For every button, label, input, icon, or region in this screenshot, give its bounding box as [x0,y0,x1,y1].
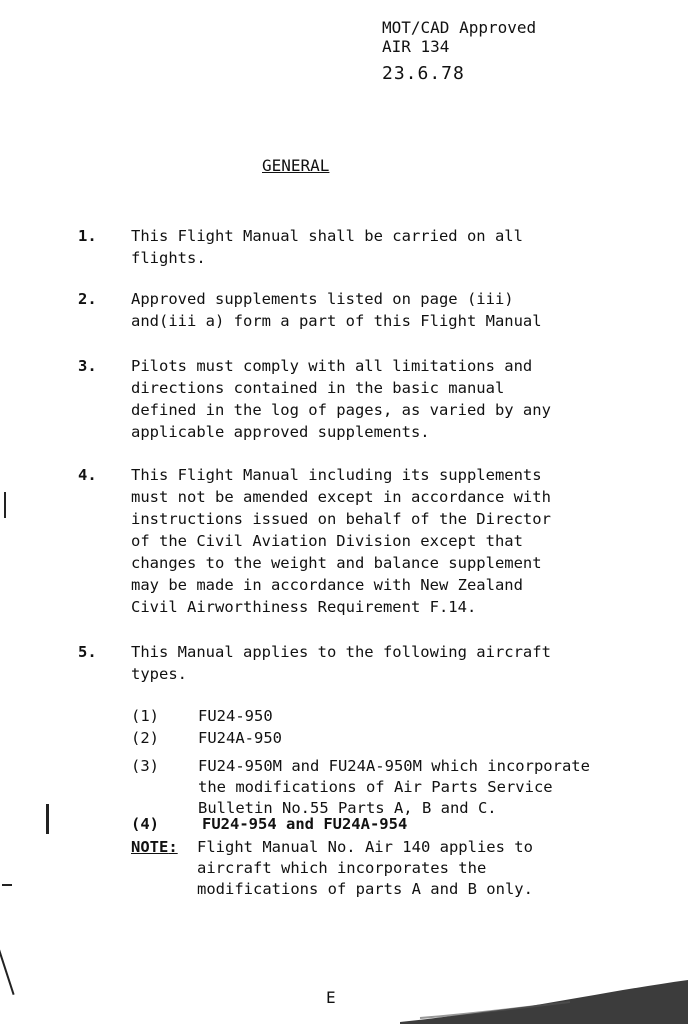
note-line: Flight Manual No. Air 140 applies to [197,838,533,856]
paragraph-line: types. [131,665,187,683]
paragraph-line: of the Civil Aviation Division except that [131,532,523,550]
paragraph-body [131,225,631,269]
approval-date: 23.6.78 [382,63,465,84]
paragraph-line: instructions issued on behalf of the Director [131,510,551,528]
margin-mark [2,884,12,886]
paragraph-line: applicable approved supplements. [131,423,430,441]
note-colon: : [168,838,178,856]
list-marker: (2) [131,729,159,747]
list-marker: (3) [131,757,159,775]
list-line: FU24-954 and FU24A-954 [202,815,408,833]
note-line: modifications of parts A and B only. [197,880,533,898]
list-line: FU24-950 [198,707,273,725]
page-label: E [326,988,336,1007]
note-label-text: NOTE [131,838,169,856]
list-marker: (4) [131,815,159,833]
paragraph-number: 4. [78,466,97,484]
paragraph-line: and(iii a) form a part of this Flight Manual [131,312,542,330]
note-text [197,837,533,900]
paragraph-body [131,355,631,443]
approval-line-1: MOT/CAD Approved [382,18,537,37]
list-marker: (1) [131,707,159,725]
paragraph-body [131,464,631,618]
paragraph-line: changes to the weight and balance supplement [131,554,542,572]
paragraph-number: 5. [78,643,97,661]
paragraph-line: Civil Airworthiness Requirement F.14. [131,598,477,616]
paragraph-line: This Manual applies to the following aircraft [131,643,551,661]
list-line: FU24A-950 [198,729,282,747]
list-line: FU24-950M and FU24A-950M which incorporate [198,757,590,775]
paragraph-line: flights. [131,249,206,267]
paragraph-line: Pilots must comply with all limitations and [131,357,533,375]
paragraph-number: 3. [78,357,97,375]
aircraft-type-text [198,756,590,819]
approval-stamp [382,18,536,83]
note-label [131,837,178,858]
paragraph-line: Approved supplements listed on page (iii) [131,290,514,308]
paragraph-line: This Flight Manual shall be carried on all [131,227,523,245]
list-line: Bulletin No.55 Parts A, B and C. [198,799,497,817]
scan-smudge [400,978,688,1024]
paragraph-number: 1. [78,227,97,245]
paragraph-body [131,288,631,332]
paragraph-line: directions contained in the basic manual [131,379,505,397]
paragraph-body [131,641,631,685]
margin-mark [46,804,49,834]
approval-line-2: AIR 134 [382,37,450,56]
paragraph-line: may be made in accordance with New Zealand [131,576,523,594]
note-line: aircraft which incorporates the [197,859,487,877]
paragraph-line: This Flight Manual including its supplements [131,466,542,484]
margin-mark [0,941,15,995]
paragraph-line: defined in the log of pages, as varied by any [131,401,551,419]
aircraft-type-text [202,814,407,835]
paragraph-number: 2. [78,290,97,308]
paragraph-line: must not be amended except in accordance with [131,488,551,506]
section-heading: GENERAL [262,156,330,175]
aircraft-type-text [198,706,273,727]
list-line: the modifications of Air Parts Service [198,778,553,796]
aircraft-type-text [198,728,282,749]
margin-mark [4,492,6,518]
